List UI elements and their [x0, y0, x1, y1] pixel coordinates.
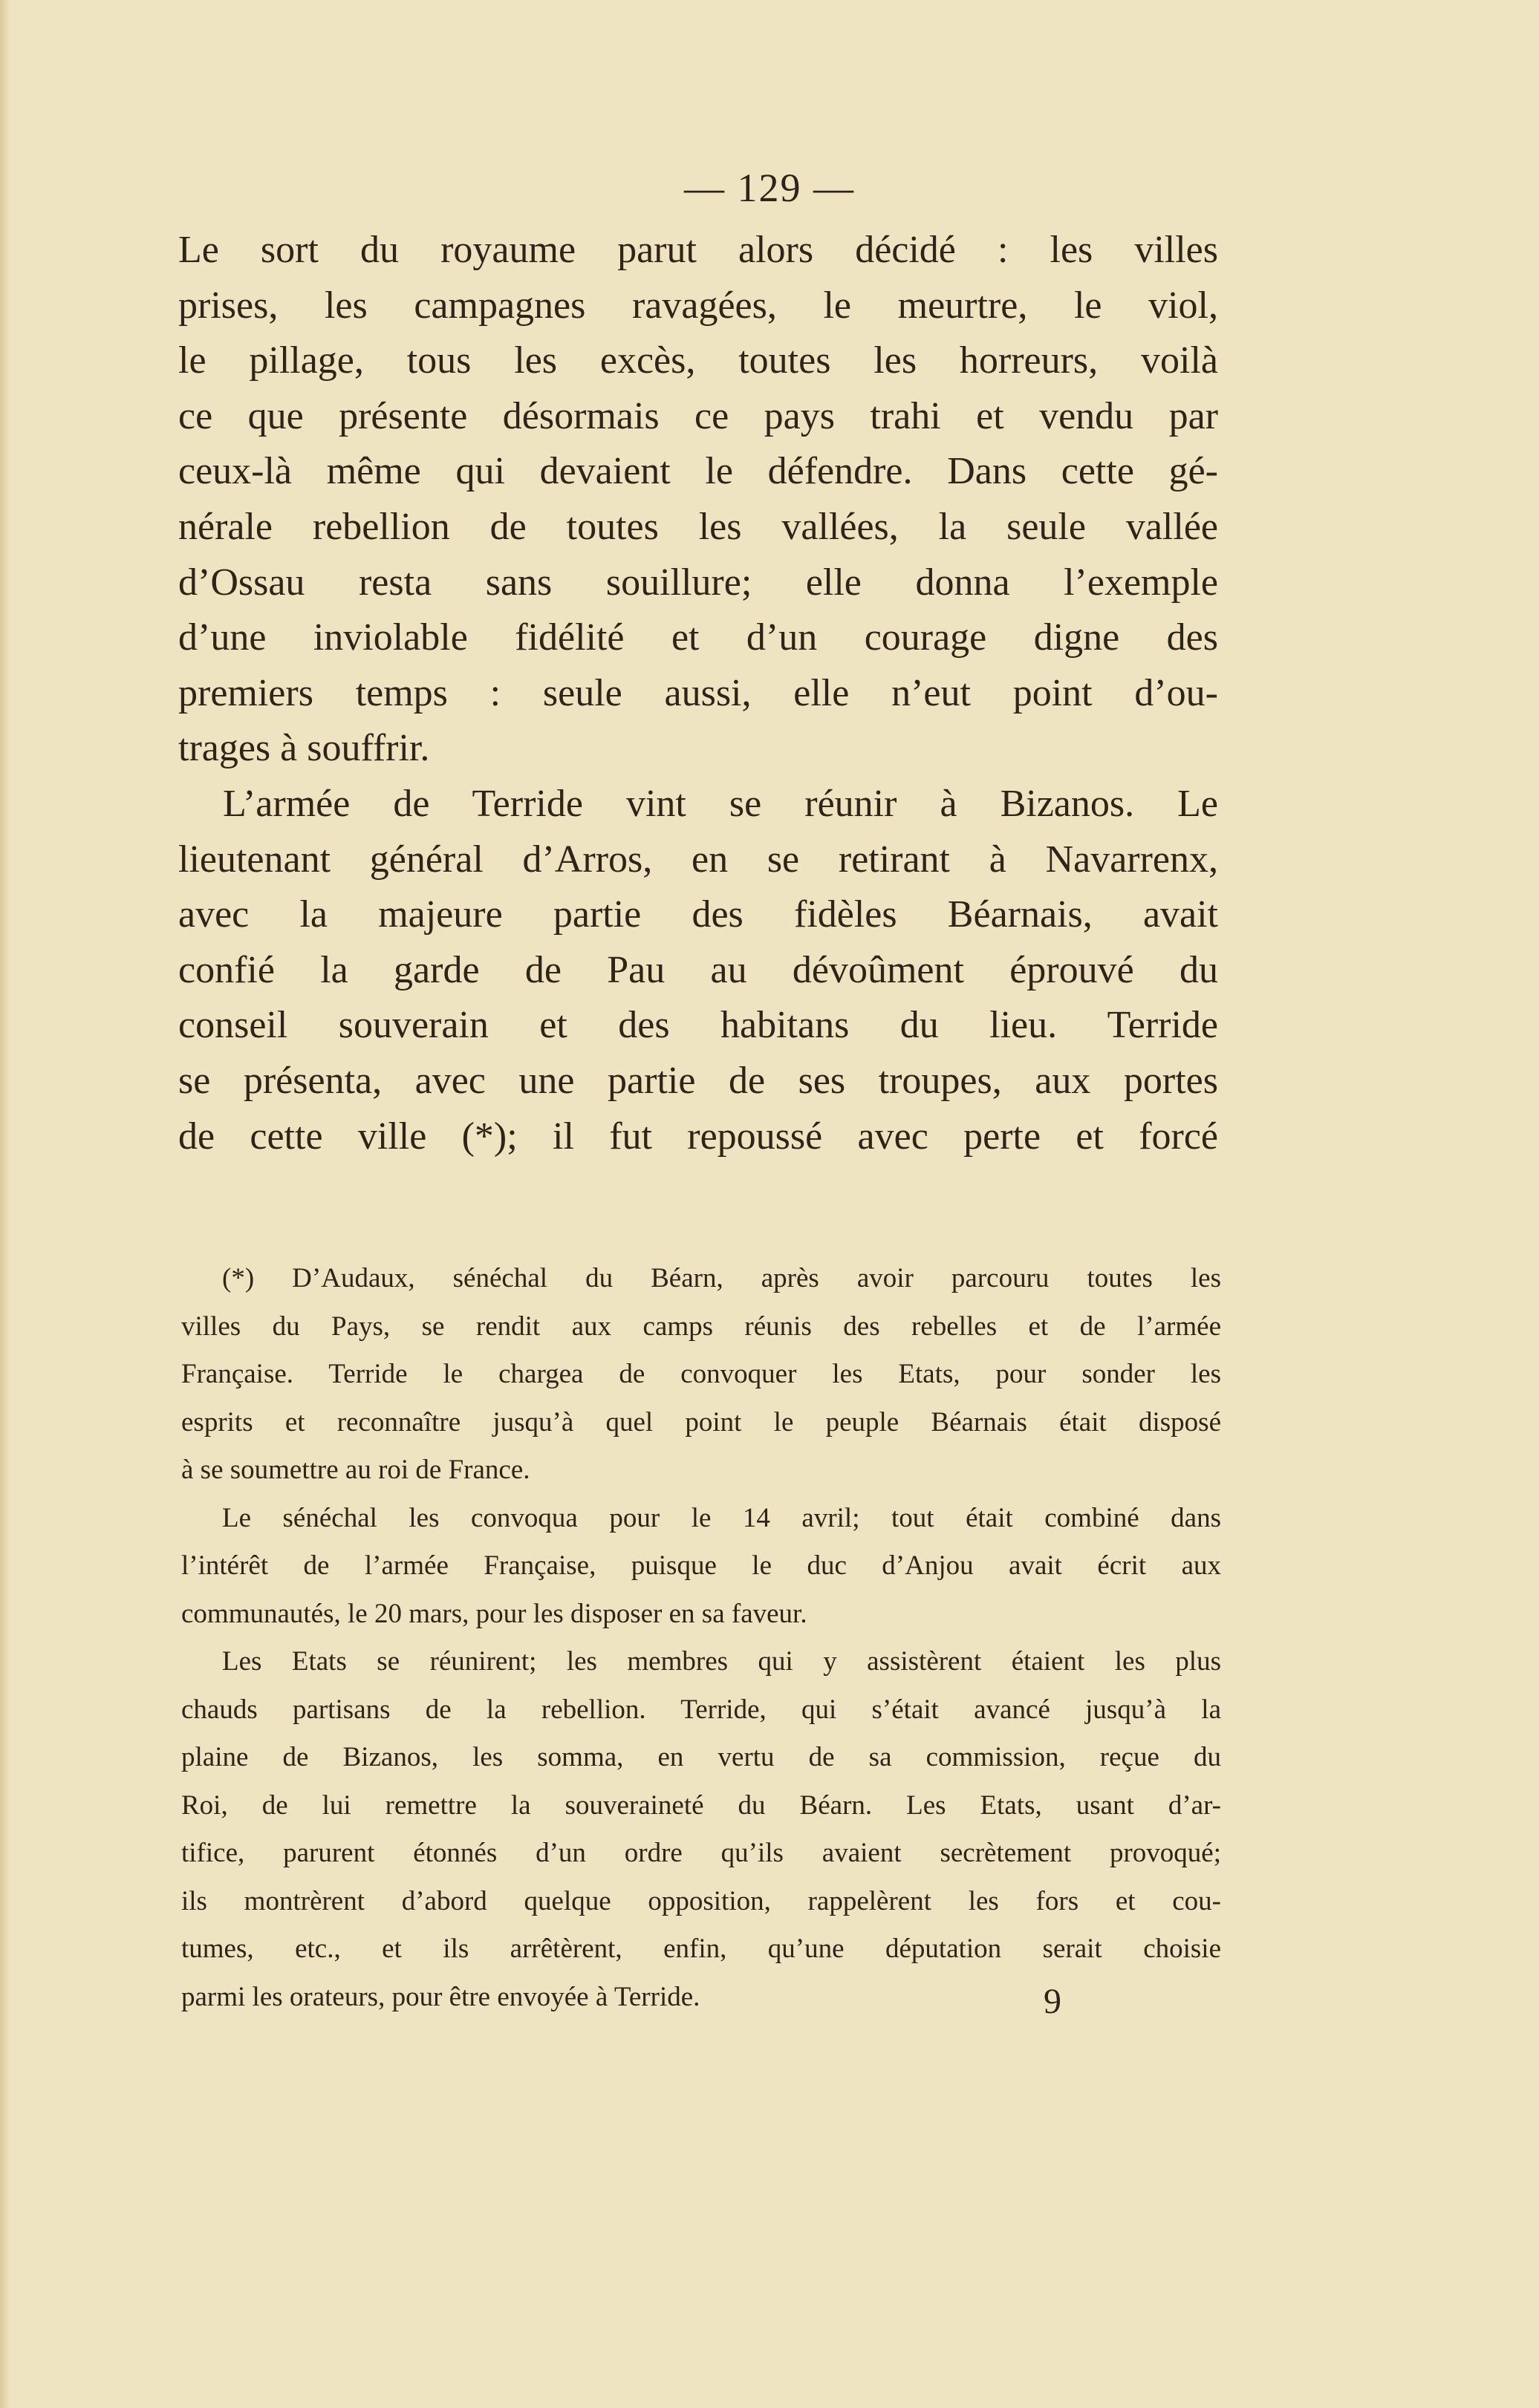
main-text — [178, 223, 1218, 1164]
footnote-line: l’intérêt de l’armée Française, puisque le duc d’Anjou avait écrit aux — [181, 1550, 1221, 1581]
footnote-line: chauds partisans de la rebellion. Terride, qui s’était avancé jusqu’à la — [181, 1694, 1221, 1725]
footnote-line: communautés, le 20 mars, pour les disposer en sa faveur. — [181, 1598, 807, 1629]
text-line: d’Ossau resta sans souillure; elle donna l’exemple — [178, 561, 1218, 604]
footnote — [181, 1255, 1221, 2021]
footnote-line: ils montrèrent d’abord quelque opposition, rappelèrent les fors et cou- — [181, 1885, 1221, 1916]
text-line: conseil souverain et des habitans du lieu. Terride — [178, 1004, 1218, 1047]
text-line: trages à souffrir. — [178, 727, 430, 770]
text-line: ceux-là même qui devaient le défendre. Dans cette gé- — [178, 450, 1218, 493]
text-line: nérale rebellion de toutes les vallées, la seule vallée — [178, 505, 1218, 548]
page-number: — 129 — — [684, 166, 855, 210]
signature-mark: 9 — [1044, 1982, 1061, 2021]
footnote-line: tumes, etc., et ils arrêtèrent, enfin, qu’une députation serait choisie — [181, 1934, 1221, 1964]
footnote-line: plaine de Bizanos, les somma, en vertu de sa commission, reçue du — [181, 1742, 1221, 1772]
footnote-line: Roi, de lui remettre la souveraineté du Béarn. Les Etats, usant d’ar- — [181, 1789, 1221, 1821]
footnote-line: villes du Pays, se rendit aux camps réunis des rebelles et de l’armée — [181, 1311, 1221, 1342]
text-line: L’armée de Terride vint se réunir à Bizanos. Le — [223, 782, 1218, 825]
footnote-line: esprits et reconnaître jusqu’à quel point le peuple Béarnais était disposé — [181, 1406, 1221, 1438]
footnote-line: Les Etats se réunirent; les membres qui y assistèrent étaient les plus — [222, 1646, 1221, 1677]
footnote-line: Le sénéchal les convoqua pour le 14 avril; tout était combiné dans — [222, 1502, 1221, 1533]
text-line: se présenta, avec une partie de ses troupes, aux portes — [178, 1059, 1218, 1102]
text-line: lieutenant général d’Arros, en se retirant à Navarrenx, — [178, 838, 1218, 881]
text-line: premiers temps : seule aussi, elle n’eut point d’ou- — [178, 671, 1218, 714]
footnote-line: Française. Terride le chargea de convoquer les Etats, pour sonder les — [181, 1359, 1221, 1389]
text-line: confié la garde de Pau au dévoûment éprouvé du — [178, 948, 1218, 991]
text-line: prises, les campagnes ravagées, le meurtre, le viol, — [178, 284, 1218, 327]
footnote-line: parmi les orateurs, pour être envoyée à Terride. — [181, 1981, 700, 2012]
text-line: ce que présente désormais ce pays trahi et vendu par — [178, 394, 1218, 437]
footnote-line: à se soumettre au roi de France. — [181, 1455, 530, 1485]
footnote-line: (*) D’Audaux, sénéchal du Béarn, après avoir parcouru toutes les — [222, 1263, 1221, 1293]
text-line: de cette ville (*); il fut repoussé avec perte et forcé — [178, 1115, 1218, 1158]
page-edge — [0, 0, 10, 2408]
footnote-line: tifice, parurent étonnés d’un ordre qu’ils avaient secrètement provoqué; — [181, 1838, 1221, 1868]
text-line: Le sort du royaume parut alors décidé : les villes — [178, 229, 1218, 271]
text-line: le pillage, tous les excès, toutes les horreurs, voilà — [178, 339, 1218, 382]
text-line: d’une inviolable fidélité et d’un courage digne des — [178, 616, 1218, 659]
text-line: avec la majeure partie des fidèles Béarnais, avait — [178, 893, 1218, 936]
